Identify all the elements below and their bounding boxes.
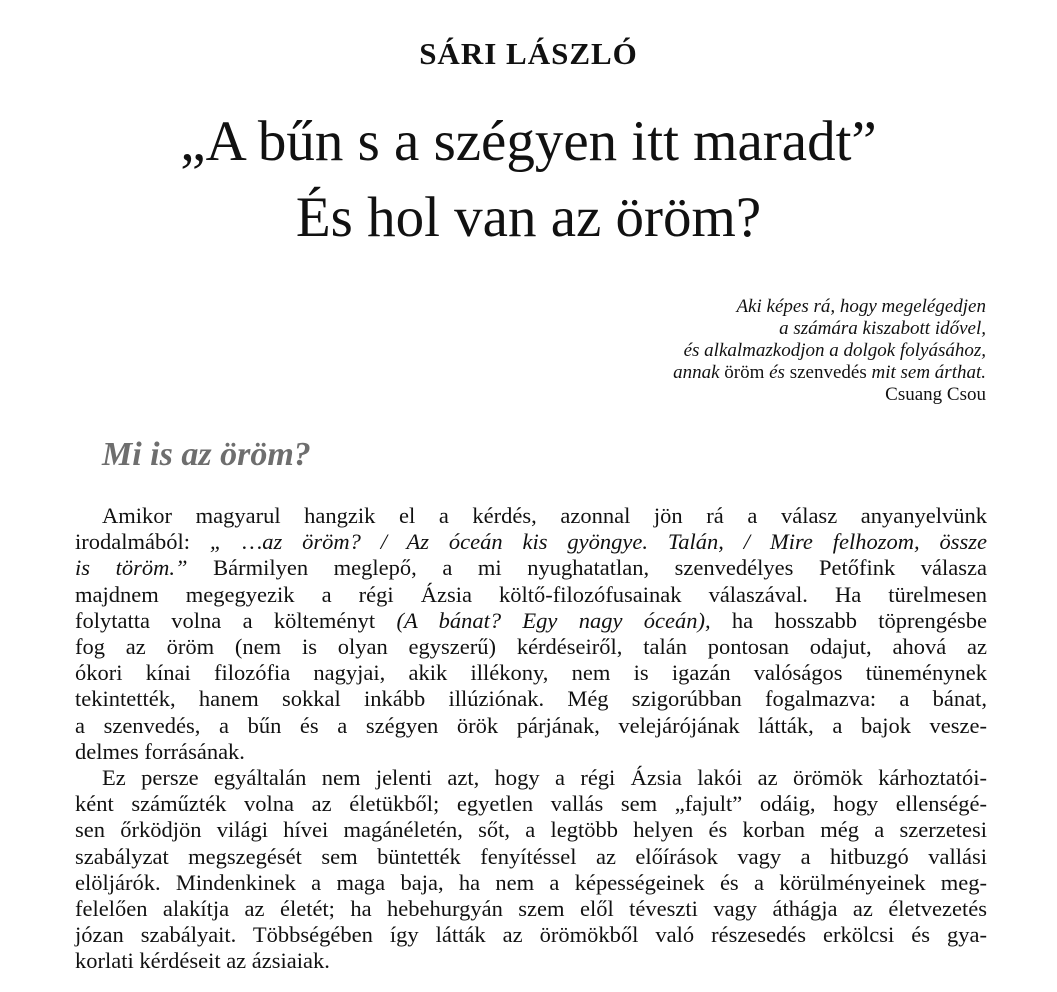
body-line: a szenvedés, a bűn és a szégyen örök párjának, velejárójának látták, a bajok vesze- (75, 712, 987, 738)
epigraph (466, 296, 986, 406)
body-line: fog az öröm (nem is olyan egyszerű) kérdéseiről, talán pontosan odajut, ahová az (75, 634, 987, 660)
epigraph-line-4-part-1: annak (673, 362, 720, 383)
poem-quote: is töröm.” (75, 555, 188, 581)
epigraph-line-4-part-2: öröm (724, 362, 765, 383)
body-line: józan szabályait. Többségében így látták az örömökből való részesedés erkölcsi és gya- (75, 922, 987, 948)
poem-quote: (A bánat? Egy nagy óceán), (396, 607, 711, 633)
body-line-segment: Bármilyen meglepő, a mi nyughatatlan, szenvedélyes Petőfink válasza (187, 555, 987, 581)
epigraph-line-2: a számára kiszabott idővel, (779, 318, 986, 339)
body-line (75, 608, 987, 634)
epigraph-attribution: Csuang Csou (885, 384, 986, 405)
body-line-segment: folytatta volna a költeményt (75, 607, 397, 633)
poem-quote: „ …az öröm? / Az óceán kis gyöngye. Talán, / Mire felhozom, össze (209, 529, 987, 555)
body-line: Amikor magyarul hangzik el a kérdés, azonnal jön rá a válasz anyanyelvünk (102, 503, 987, 528)
body-line: delmes forrásának. (75, 738, 245, 764)
body-line: Ez persze egyáltalán nem jelenti azt, hogy a régi Ázsia lakói az örömök kárhoztatói- (102, 765, 987, 791)
epigraph-line-4-part-3: és (769, 362, 785, 383)
body-line: felelően alakítja az életét; ha hebehurgyán szem elől téveszti vagy áthágja az életvezetés (75, 896, 987, 922)
body-line (75, 555, 987, 581)
body-line: korlati kérdéseit az ázsiaiak. (75, 948, 330, 974)
body-line: elöljárók. Mindenkinek a maga baja, ha nem a képességeinek és a körülményeinek meg- (75, 869, 987, 895)
body-line-segment: irodalmából: (75, 529, 210, 555)
body-line: szabályzat megszegését sem büntették fenyítéssel az előírások vagy a hitbuzgó vallási (75, 843, 987, 869)
section-heading: Mi is az öröm? (102, 436, 311, 473)
body-line (75, 529, 987, 555)
body-line: tekintették, hanem sokkal inkább illúziónak. Még szigorúbban fogalmazva: a bánat, (75, 686, 987, 712)
epigraph-line-3: és alkalmazkodjon a dolgok folyásához, (683, 340, 986, 361)
epigraph-line-4 (466, 362, 986, 384)
author-name: SÁRI LÁSZLÓ (419, 36, 638, 71)
body-line: ókori kínai filozófia nagyjai, akik illékony, nem is igazán valóságos tüneménynek (75, 660, 987, 686)
epigraph-line-4-part-5: mit sem árthat. (871, 362, 986, 383)
epigraph-line-4-part-4: szenvedés (789, 362, 867, 383)
article-body (75, 503, 987, 975)
title-line-2: És hol van az öröm? (295, 186, 762, 249)
epigraph-line-1: Aki képes rá, hogy megelégedjen (736, 296, 986, 317)
body-line-segment: ha hosszabb töprengésbe (710, 607, 987, 633)
body-line: sen őrködjön világi hívei magánéletén, sőt, a legtöbb helyen és korban még a szerzetesi (75, 817, 987, 843)
title-line-1: „A bűn s a szégyen itt maradt” (180, 110, 877, 173)
body-line: majdnem megegyezik a régi Ázsia költő-filozófusainak válaszával. Ha türelmesen (75, 581, 987, 607)
article-title (0, 104, 1057, 256)
body-line: ként száműzték volna az életükből; egyetlen vallás sem „fajult” odáig, hogy ellenségé- (75, 791, 987, 817)
